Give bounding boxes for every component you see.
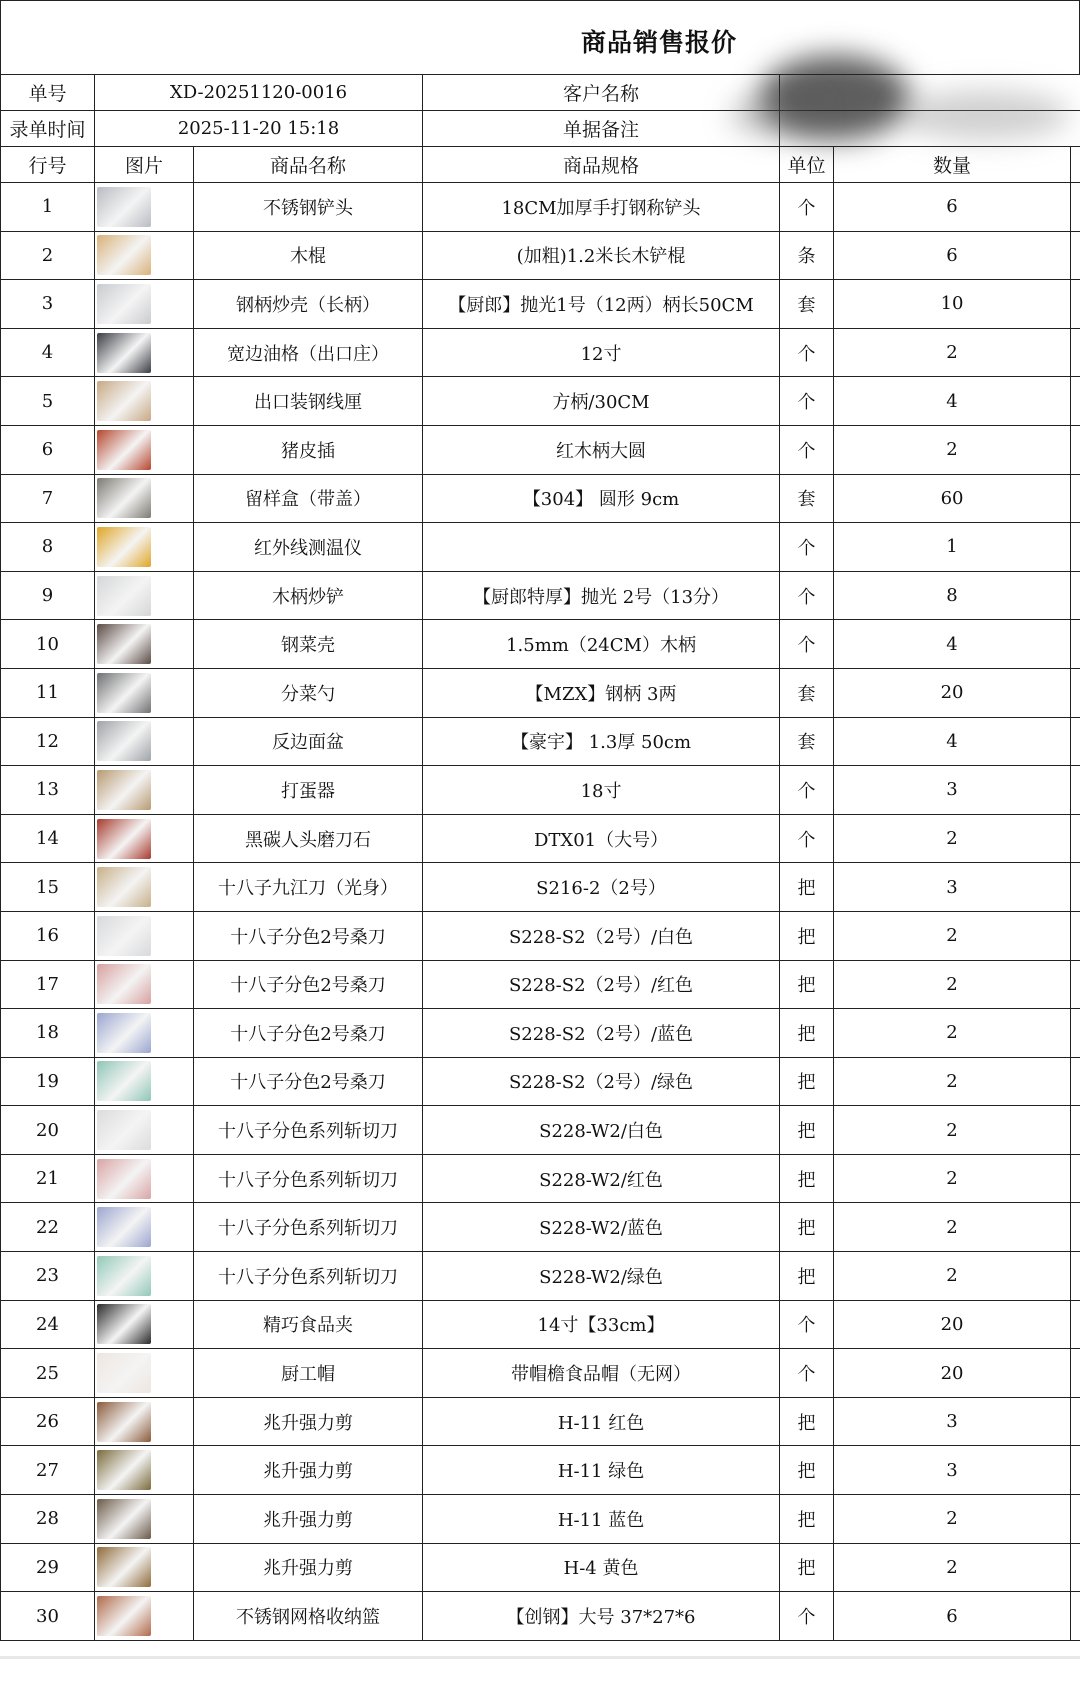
product-spec: 【MZX】钢柄 3两	[423, 668, 780, 717]
product-image	[95, 960, 194, 1009]
product-thumbnail	[97, 430, 151, 470]
product-thumbnail	[97, 1499, 151, 1539]
row-extra	[1071, 1106, 1080, 1155]
product-image	[95, 766, 194, 815]
row-number: 1	[1, 183, 95, 232]
row-extra	[1071, 668, 1080, 717]
table-row	[1, 1349, 1080, 1398]
product-unit: 把	[780, 863, 834, 912]
order-no-value: XD-20251120-0016	[95, 75, 423, 111]
row-number: 20	[1, 1106, 95, 1155]
product-spec: (加粗)1.2米长木铲棍	[423, 231, 780, 280]
row-number: 10	[1, 620, 95, 669]
product-unit: 把	[780, 1154, 834, 1203]
product-qty: 3	[834, 766, 1071, 815]
product-qty: 2	[834, 1106, 1071, 1155]
product-image	[95, 1252, 194, 1301]
product-qty: 20	[834, 1349, 1071, 1398]
product-image	[95, 1592, 194, 1641]
product-spec: 带帽檐食品帽（无网）	[423, 1349, 780, 1398]
product-name: 钢柄炒壳（长柄）	[194, 280, 423, 329]
row-number: 18	[1, 1009, 95, 1058]
order-no-label: 单号	[1, 75, 95, 111]
table-row	[1, 814, 1080, 863]
remark-label: 单据备注	[423, 111, 780, 147]
product-unit: 套	[780, 280, 834, 329]
table-row	[1, 571, 1080, 620]
product-image	[95, 1154, 194, 1203]
product-unit: 套	[780, 717, 834, 766]
product-name: 钢菜壳	[194, 620, 423, 669]
product-name: 十八子分色系列斩切刀	[194, 1252, 423, 1301]
row-number: 9	[1, 571, 95, 620]
product-name: 不锈钢网格收纳篮	[194, 1592, 423, 1641]
col-header-no: 行号	[1, 147, 95, 183]
row-number: 24	[1, 1300, 95, 1349]
product-unit: 个	[780, 814, 834, 863]
product-name: 分菜勺	[194, 668, 423, 717]
product-thumbnail	[97, 916, 151, 956]
remark-value	[780, 111, 1080, 147]
product-qty: 2	[834, 911, 1071, 960]
product-name: 十八子分色2号桑刀	[194, 911, 423, 960]
col-header-name: 商品名称	[194, 147, 423, 183]
col-header-image: 图片	[95, 147, 194, 183]
product-thumbnail	[97, 527, 151, 567]
product-unit: 个	[780, 328, 834, 377]
product-spec	[423, 523, 780, 572]
product-spec: 18CM加厚手打钢称铲头	[423, 183, 780, 232]
row-number: 27	[1, 1446, 95, 1495]
product-unit: 把	[780, 1106, 834, 1155]
product-image	[95, 474, 194, 523]
row-extra	[1071, 960, 1080, 1009]
product-image	[95, 1203, 194, 1252]
product-qty: 2	[834, 1154, 1071, 1203]
col-header-unit: 单位	[780, 147, 834, 183]
product-name: 黑碳人头磨刀石	[194, 814, 423, 863]
product-name: 出口装钢线厘	[194, 377, 423, 426]
row-number: 8	[1, 523, 95, 572]
table-row	[1, 1106, 1080, 1155]
table-row	[1, 1203, 1080, 1252]
product-image	[95, 1495, 194, 1544]
product-image	[95, 231, 194, 280]
row-number: 3	[1, 280, 95, 329]
product-unit: 条	[780, 231, 834, 280]
product-image	[95, 280, 194, 329]
product-name: 十八子分色2号桑刀	[194, 1009, 423, 1058]
product-spec: S228-S2（2号）/红色	[423, 960, 780, 1009]
product-thumbnail	[97, 770, 151, 810]
row-extra	[1071, 1057, 1080, 1106]
row-number: 5	[1, 377, 95, 426]
product-thumbnail	[97, 1353, 151, 1393]
row-extra	[1071, 523, 1080, 572]
product-name: 十八子分色2号桑刀	[194, 1057, 423, 1106]
product-image	[95, 377, 194, 426]
product-qty: 2	[834, 960, 1071, 1009]
table-row	[1, 1446, 1080, 1495]
product-thumbnail	[97, 1450, 151, 1490]
product-unit: 把	[780, 1495, 834, 1544]
product-image	[95, 863, 194, 912]
row-number: 28	[1, 1495, 95, 1544]
product-spec: 【厨郎】抛光1号（12两）柄长50CM	[423, 280, 780, 329]
table-row	[1, 280, 1080, 329]
column-header-row	[1, 147, 1080, 183]
product-name: 兆升强力剪	[194, 1543, 423, 1592]
product-qty: 6	[834, 231, 1071, 280]
product-spec: 【304】 圆形 9cm	[423, 474, 780, 523]
row-extra	[1071, 377, 1080, 426]
product-unit: 把	[780, 1057, 834, 1106]
row-number: 13	[1, 766, 95, 815]
row-extra	[1071, 911, 1080, 960]
product-unit: 个	[780, 620, 834, 669]
product-unit: 个	[780, 377, 834, 426]
product-thumbnail	[97, 1304, 151, 1344]
row-number: 6	[1, 425, 95, 474]
customer-value	[780, 75, 1080, 111]
product-name: 宽边油格（出口庄）	[194, 328, 423, 377]
table-row	[1, 425, 1080, 474]
product-name: 兆升强力剪	[194, 1446, 423, 1495]
product-thumbnail	[97, 187, 151, 227]
product-spec: S228-W2/蓝色	[423, 1203, 780, 1252]
quotation-table	[0, 74, 1080, 1641]
row-extra	[1071, 766, 1080, 815]
product-qty: 4	[834, 717, 1071, 766]
product-image	[95, 328, 194, 377]
table-row	[1, 1300, 1080, 1349]
row-number: 21	[1, 1154, 95, 1203]
row-extra	[1071, 328, 1080, 377]
product-image	[95, 911, 194, 960]
product-spec: 1.5mm（24CM）木柄	[423, 620, 780, 669]
product-unit: 把	[780, 960, 834, 1009]
row-number: 14	[1, 814, 95, 863]
product-qty: 6	[834, 183, 1071, 232]
row-number: 26	[1, 1397, 95, 1446]
product-unit: 把	[780, 1543, 834, 1592]
row-number: 30	[1, 1592, 95, 1641]
product-thumbnail	[97, 867, 151, 907]
product-name: 反边面盆	[194, 717, 423, 766]
product-qty: 60	[834, 474, 1071, 523]
product-spec: 12寸	[423, 328, 780, 377]
table-row	[1, 1154, 1080, 1203]
table-row	[1, 1495, 1080, 1544]
product-qty: 3	[834, 1446, 1071, 1495]
row-extra	[1071, 183, 1080, 232]
table-row	[1, 1543, 1080, 1592]
product-image	[95, 620, 194, 669]
product-spec: S228-S2（2号）/绿色	[423, 1057, 780, 1106]
table-row	[1, 766, 1080, 815]
table-row	[1, 1057, 1080, 1106]
product-spec: S228-W2/白色	[423, 1106, 780, 1155]
row-number: 17	[1, 960, 95, 1009]
product-spec: 18寸	[423, 766, 780, 815]
table-row	[1, 183, 1080, 232]
product-unit: 个	[780, 571, 834, 620]
product-image	[95, 668, 194, 717]
product-image	[95, 1106, 194, 1155]
product-spec: S228-W2/红色	[423, 1154, 780, 1203]
table-row	[1, 231, 1080, 280]
table-row	[1, 474, 1080, 523]
product-image	[95, 1300, 194, 1349]
product-thumbnail	[97, 964, 151, 1004]
product-name: 木棍	[194, 231, 423, 280]
product-name: 十八子分色2号桑刀	[194, 960, 423, 1009]
product-unit: 个	[780, 425, 834, 474]
table-row	[1, 377, 1080, 426]
product-thumbnail	[97, 1159, 151, 1199]
table-row	[1, 911, 1080, 960]
product-image	[95, 1349, 194, 1398]
row-number: 11	[1, 668, 95, 717]
col-header-spec: 商品规格	[423, 147, 780, 183]
product-spec: 【豪宇】 1.3厚 50cm	[423, 717, 780, 766]
product-qty: 2	[834, 1543, 1071, 1592]
product-spec: S228-S2（2号）/白色	[423, 911, 780, 960]
product-thumbnail	[97, 721, 151, 761]
product-qty: 2	[834, 1252, 1071, 1301]
table-row	[1, 1397, 1080, 1446]
product-thumbnail	[97, 673, 151, 713]
product-qty: 2	[834, 1203, 1071, 1252]
product-spec: S228-S2（2号）/蓝色	[423, 1009, 780, 1058]
table-row	[1, 620, 1080, 669]
product-spec: 【厨郎特厚】抛光 2号（13分）	[423, 571, 780, 620]
product-qty: 4	[834, 377, 1071, 426]
row-extra	[1071, 1009, 1080, 1058]
product-thumbnail	[97, 235, 151, 275]
product-spec: 红木柄大圆	[423, 425, 780, 474]
product-qty: 2	[834, 1009, 1071, 1058]
row-extra	[1071, 280, 1080, 329]
product-name: 兆升强力剪	[194, 1397, 423, 1446]
product-name: 木柄炒铲	[194, 571, 423, 620]
product-unit: 把	[780, 1397, 834, 1446]
product-unit: 个	[780, 1592, 834, 1641]
product-spec: DTX01（大号）	[423, 814, 780, 863]
row-extra	[1071, 1203, 1080, 1252]
product-qty: 2	[834, 328, 1071, 377]
product-qty: 2	[834, 814, 1071, 863]
product-unit: 个	[780, 1349, 834, 1398]
product-thumbnail	[97, 819, 151, 859]
product-image	[95, 1446, 194, 1495]
product-image	[95, 571, 194, 620]
row-extra	[1071, 1300, 1080, 1349]
product-qty: 4	[834, 620, 1071, 669]
product-spec: 【创钢】大号 37*27*6	[423, 1592, 780, 1641]
row-number: 7	[1, 474, 95, 523]
row-extra	[1071, 1349, 1080, 1398]
product-spec: H-11 绿色	[423, 1446, 780, 1495]
bottom-edge	[0, 1656, 1080, 1659]
row-extra	[1071, 474, 1080, 523]
product-spec: 14寸【33cm】	[423, 1300, 780, 1349]
product-spec: H-11 红色	[423, 1397, 780, 1446]
product-name: 兆升强力剪	[194, 1495, 423, 1544]
product-qty: 2	[834, 1495, 1071, 1544]
product-spec: S228-W2/绿色	[423, 1252, 780, 1301]
product-qty: 3	[834, 863, 1071, 912]
title-row	[0, 0, 1080, 74]
product-thumbnail	[97, 333, 151, 373]
meta-row-order	[1, 75, 1080, 111]
table-row	[1, 523, 1080, 572]
row-extra	[1071, 814, 1080, 863]
product-thumbnail	[97, 1596, 151, 1636]
row-extra	[1071, 1592, 1080, 1641]
table-row	[1, 1592, 1080, 1641]
product-thumbnail	[97, 1061, 151, 1101]
product-unit: 套	[780, 668, 834, 717]
product-thumbnail	[97, 576, 151, 616]
table-row	[1, 668, 1080, 717]
product-unit: 把	[780, 1009, 834, 1058]
product-qty: 20	[834, 668, 1071, 717]
product-image	[95, 1057, 194, 1106]
product-thumbnail	[97, 478, 151, 518]
product-qty: 1	[834, 523, 1071, 572]
product-image	[95, 717, 194, 766]
product-name: 十八子九江刀（光身）	[194, 863, 423, 912]
row-number: 29	[1, 1543, 95, 1592]
product-name: 十八子分色系列斩切刀	[194, 1154, 423, 1203]
product-qty: 3	[834, 1397, 1071, 1446]
table-row	[1, 863, 1080, 912]
product-spec: 方柄/30CM	[423, 377, 780, 426]
product-spec: S216-2（2号）	[423, 863, 780, 912]
row-extra	[1071, 1154, 1080, 1203]
time-label: 录单时间	[1, 111, 95, 147]
row-number: 19	[1, 1057, 95, 1106]
product-rows	[1, 183, 1080, 1641]
product-qty: 10	[834, 280, 1071, 329]
product-unit: 把	[780, 1203, 834, 1252]
row-number: 2	[1, 231, 95, 280]
product-image	[95, 183, 194, 232]
product-thumbnail	[97, 1207, 151, 1247]
product-image	[95, 1543, 194, 1592]
row-extra	[1071, 571, 1080, 620]
product-name: 十八子分色系列斩切刀	[194, 1106, 423, 1155]
product-image	[95, 814, 194, 863]
meta-row-time	[1, 111, 1080, 147]
product-unit: 个	[780, 766, 834, 815]
table-row	[1, 328, 1080, 377]
product-unit: 个	[780, 183, 834, 232]
product-qty: 6	[834, 1592, 1071, 1641]
table-row	[1, 960, 1080, 1009]
row-extra	[1071, 1446, 1080, 1495]
product-thumbnail	[97, 1547, 151, 1587]
product-name: 不锈钢铲头	[194, 183, 423, 232]
table-row	[1, 1252, 1080, 1301]
row-extra	[1071, 620, 1080, 669]
row-extra	[1071, 231, 1080, 280]
time-value: 2025-11-20 15:18	[95, 111, 423, 147]
product-thumbnail	[97, 1110, 151, 1150]
row-extra	[1071, 1543, 1080, 1592]
product-image	[95, 1009, 194, 1058]
product-thumbnail	[97, 624, 151, 664]
row-number: 23	[1, 1252, 95, 1301]
product-image	[95, 523, 194, 572]
row-number: 12	[1, 717, 95, 766]
product-name: 猪皮插	[194, 425, 423, 474]
product-spec: H-4 黄色	[423, 1543, 780, 1592]
product-name: 留样盒（带盖）	[194, 474, 423, 523]
product-name: 十八子分色系列斩切刀	[194, 1203, 423, 1252]
product-unit: 套	[780, 474, 834, 523]
product-thumbnail	[97, 1256, 151, 1296]
product-name: 厨工帽	[194, 1349, 423, 1398]
row-extra	[1071, 863, 1080, 912]
product-spec: H-11 蓝色	[423, 1495, 780, 1544]
product-qty: 2	[834, 1057, 1071, 1106]
row-extra	[1071, 717, 1080, 766]
product-name: 红外线测温仪	[194, 523, 423, 572]
product-thumbnail	[97, 1013, 151, 1053]
row-number: 4	[1, 328, 95, 377]
row-extra	[1071, 1397, 1080, 1446]
product-qty: 8	[834, 571, 1071, 620]
product-qty: 2	[834, 425, 1071, 474]
col-header-extra	[1071, 147, 1080, 183]
product-unit: 个	[780, 523, 834, 572]
product-unit: 个	[780, 1300, 834, 1349]
row-extra	[1071, 1495, 1080, 1544]
row-extra	[1071, 425, 1080, 474]
product-unit: 把	[780, 911, 834, 960]
product-image	[95, 1397, 194, 1446]
product-name: 打蛋器	[194, 766, 423, 815]
product-unit: 把	[780, 1252, 834, 1301]
product-qty: 20	[834, 1300, 1071, 1349]
page-title: 商品销售报价	[581, 28, 738, 57]
row-number: 22	[1, 1203, 95, 1252]
product-image	[95, 425, 194, 474]
product-thumbnail	[97, 284, 151, 324]
product-thumbnail	[97, 381, 151, 421]
product-unit: 把	[780, 1446, 834, 1495]
table-row	[1, 1009, 1080, 1058]
product-name: 精巧食品夹	[194, 1300, 423, 1349]
customer-label: 客户名称	[423, 75, 780, 111]
row-extra	[1071, 1252, 1080, 1301]
row-number: 15	[1, 863, 95, 912]
row-number: 25	[1, 1349, 95, 1398]
table-row	[1, 717, 1080, 766]
product-thumbnail	[97, 1402, 151, 1442]
col-header-qty: 数量	[834, 147, 1071, 183]
row-number: 16	[1, 911, 95, 960]
